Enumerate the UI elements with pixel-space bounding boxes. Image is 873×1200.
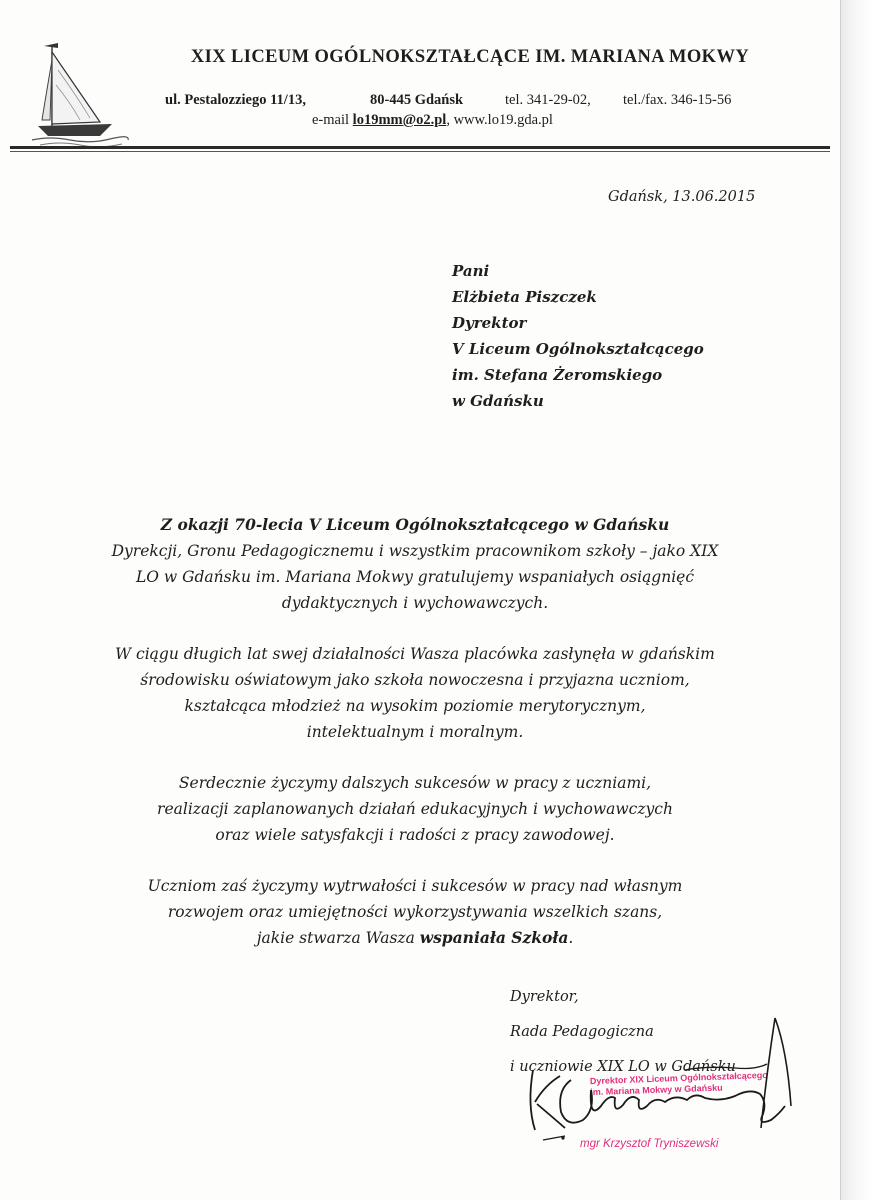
- closing-line: Dyrektor,: [510, 989, 579, 1005]
- body-line: dydaktycznych i wychowawczych.: [281, 594, 549, 612]
- school-city: 80-445 Gdańsk: [370, 92, 464, 108]
- header-divider-thin: [10, 151, 830, 152]
- school-website: , www.lo19.gda.pl: [446, 112, 553, 128]
- body-line: Z okazji 70-lecia V Liceum Ogólnokształcącego w Gdańsku: [160, 515, 670, 534]
- stamp-line: Dyrektor XIX Liceum Ogólnokształcącego: [589, 1069, 768, 1087]
- body-line: Serdecznie życzymy dalszych sukcesów w pracy z uczniami,: [178, 774, 652, 792]
- header-divider-thick: [10, 146, 830, 149]
- email-prefix: e-mail: [312, 112, 353, 128]
- body-line: Dyrekcji, Gronu Pedagogicznemu i wszystkim pracownikom szkoły – jako XIX: [111, 542, 719, 560]
- addressee-block: [452, 258, 704, 414]
- paragraph-wishes: [60, 770, 770, 848]
- body-line: intelektualnym i moralnym.: [306, 723, 524, 741]
- sailboat-logo: [30, 40, 130, 150]
- body-line: Uczniom zaś życzymy wytrwałości i sukcesów w pracy nad własnym: [147, 877, 683, 895]
- body-line: środowisku oświatowym jako szkoła nowoczesna i przyjazna uczniom,: [140, 671, 690, 689]
- letter-body: [60, 512, 770, 976]
- body-fragment: .: [568, 929, 574, 947]
- letter-date: Gdańsk, 13.06.2015: [608, 189, 756, 205]
- body-line: rozwojem oraz umiejętności wykorzystywania wszelkich szans,: [167, 903, 663, 921]
- body-line: LO w Gdańsku im. Mariana Mokwy gratulujemy wspaniałych osiągnięć: [135, 568, 695, 586]
- addressee-line: Elżbieta Piszczek: [452, 288, 597, 306]
- handwritten-signature: [505, 1010, 805, 1160]
- paragraph-students: [60, 873, 770, 951]
- addressee-line: im. Stefana Żeromskiego: [452, 366, 663, 384]
- closing-line: i uczniowie XIX LO w Gdańsku: [510, 1059, 736, 1075]
- school-name: XIX LICEUM OGÓLNOKSZTAŁCĄCE IM. MARIANA MOKWY: [190, 47, 750, 67]
- body-line: kształcąca młodzież na wysokim poziomie merytorycznym,: [184, 697, 646, 715]
- addressee-line: w Gdańsku: [452, 392, 544, 410]
- body-line: realizacji zaplanowanych działań edukacyjnych i wychowawczych: [157, 800, 673, 818]
- body-fragment: jakie stwarza Wasza: [256, 929, 420, 947]
- addressee-line: Pani: [452, 262, 490, 280]
- school-email-link[interactable]: lo19mm@o2.pl: [352, 112, 447, 128]
- body-line: oraz wiele satysfakcji i radości z pracy zawodowej.: [215, 826, 615, 844]
- stamp-signatory-name: mgr Krzysztof Tryniszewski: [580, 1138, 719, 1150]
- school-fax: tel./fax. 346-15-56: [623, 92, 732, 108]
- addressee-line: Dyrektor: [452, 314, 527, 332]
- addressee-line: V Liceum Ogólnokształcącego: [452, 340, 704, 358]
- scan-background-edge: [840, 0, 873, 1200]
- paragraph-history: [60, 641, 770, 745]
- stamp-line: im. Mariana Mokwy w Gdańsku: [590, 1082, 723, 1098]
- school-contact-line: [312, 112, 553, 129]
- closing-line: Rada Pedagogiczna: [510, 1024, 654, 1040]
- school-street: ul. Pestalozziego 11/13,: [165, 92, 306, 108]
- body-line: W ciągu długich lat swej działalności Wasza placówka zasłynęła w gdańskim: [115, 645, 715, 663]
- body-fragment-bold: wspaniała Szkoła: [419, 928, 569, 947]
- school-phone: tel. 341-29-02,: [505, 92, 591, 108]
- paper-edge-line: [840, 0, 841, 1200]
- paragraph-congratulations: [60, 512, 770, 616]
- body-line-final: [60, 925, 770, 951]
